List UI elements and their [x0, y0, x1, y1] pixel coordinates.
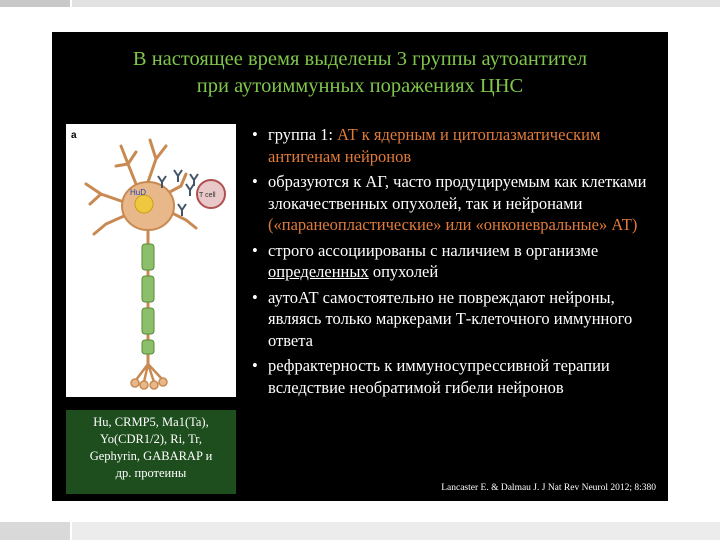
protein-line-3: Gephyrin, GABARAP и — [89, 449, 213, 463]
neuron-illustration — [66, 124, 236, 397]
hud-label: HuD — [130, 188, 147, 197]
bottom-bar-left — [0, 522, 70, 540]
bullet-dot: • — [252, 172, 258, 191]
bullet-item — [250, 240, 660, 283]
protein-list-box — [66, 410, 236, 494]
bullet-dot: • — [252, 356, 258, 375]
bullet-dot: • — [252, 125, 258, 144]
bullet-5-text: рефрактерность к иммуносупрессивной терапии вследствие необратимой гибели нейронов — [268, 356, 610, 397]
bullet-3-underlined: определенных — [268, 262, 369, 281]
bullet-item — [250, 124, 660, 167]
slide-title — [52, 46, 668, 100]
bullet-dot: • — [252, 287, 258, 307]
bullet-2-highlight: («паранеопластические» или «онконевральные» АТ) — [268, 215, 638, 234]
title-line-1: В настоящее время выделены 3 группы аутоантител — [132, 48, 588, 70]
protein-line-2: Yo(CDR1/2), Ri, Tr, — [99, 432, 203, 446]
top-bar-right — [72, 0, 720, 7]
bottom-bar-right — [72, 522, 720, 540]
protein-line-4: др. протеины — [115, 466, 187, 480]
bullet-1-lead: группа 1: — [268, 125, 333, 144]
panel-label: a — [71, 130, 77, 141]
bullet-4-text: аутоАТ самостоятельно не повреждают нейроны, являясь только маркерами Т-клеточного иммунного ответа — [268, 287, 633, 350]
bullet-item — [250, 355, 660, 398]
bullet-3-post: опухолей — [372, 262, 439, 281]
bullet-2-text: образуются к АГ, часто продуцируемым как клетками злокачественных опухолей, так и нейронами — [268, 172, 647, 213]
neuron-nucleus — [135, 195, 153, 213]
protein-line-1: Hu, CRMP5, Ma1(Ta), — [93, 415, 209, 429]
bullet-3-pre: строго ассоциированы с наличием в организме — [268, 240, 599, 260]
t-cell-label: T cell — [199, 192, 216, 199]
slide — [52, 32, 668, 501]
bullet-list — [250, 124, 660, 402]
bullet-dot: • — [252, 240, 258, 260]
title-line-2: при аутоиммунных поражениях ЦНС — [196, 75, 524, 97]
bullet-item — [250, 287, 660, 352]
top-bar-left — [0, 0, 70, 7]
citation: Lancaster E. & Dalmau J. J Nat Rev Neurol 2012; 8:380 — [441, 483, 656, 493]
bullet-1-highlight: АТ к ядерным и цитоплазматическим антигенам нейронов — [268, 125, 601, 166]
bullet-item — [250, 171, 660, 236]
